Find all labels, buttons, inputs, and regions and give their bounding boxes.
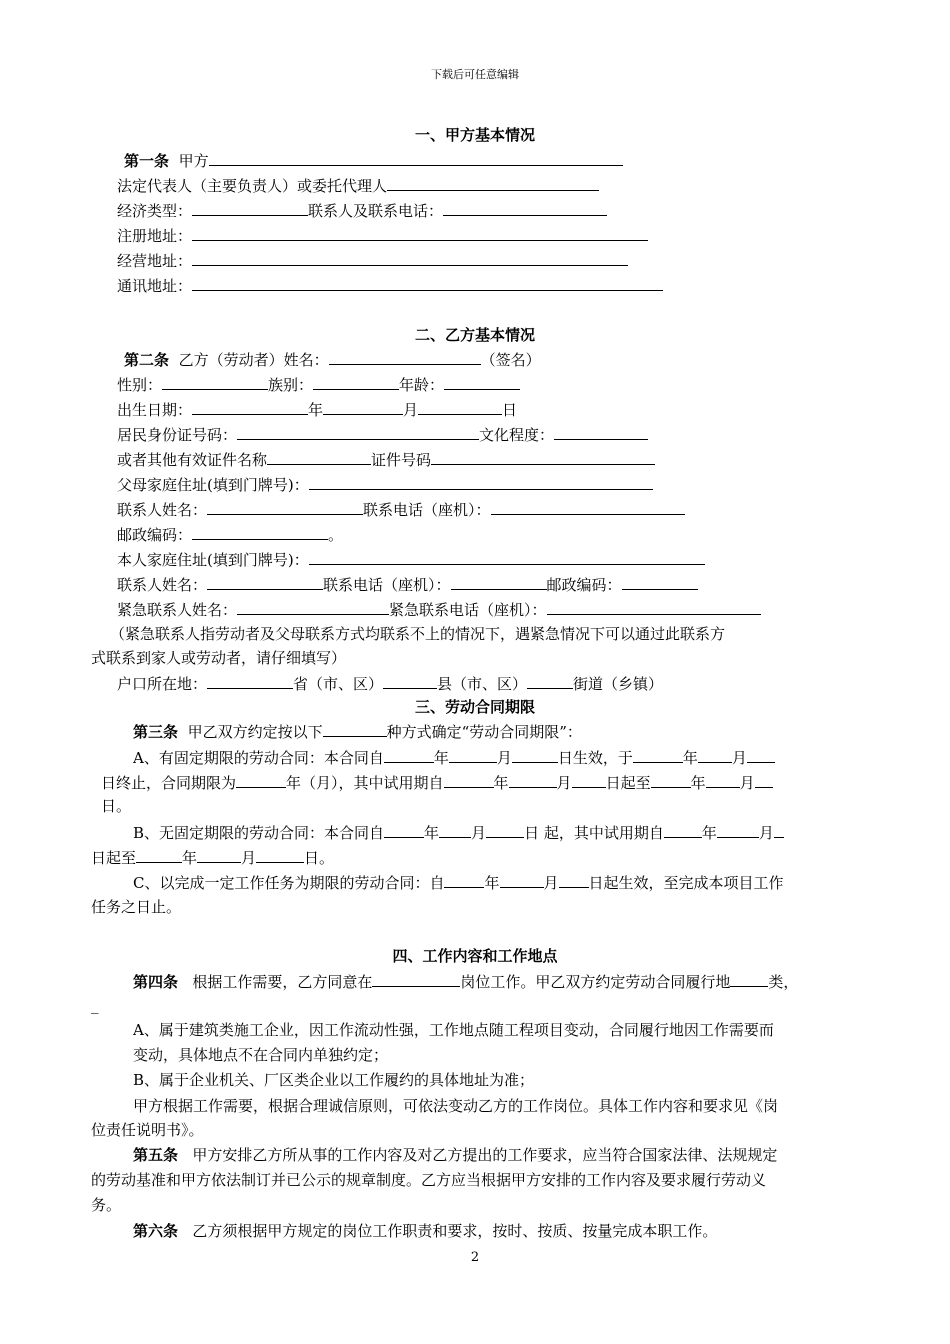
- month-unit: 月: [496, 749, 512, 767]
- article5-line-2: 的劳动基准和甲方依法制订并已公示的规章制度。乙方应当根据甲方安排的工作内容及要求履行劳动义: [91, 1171, 767, 1189]
- fixed-term-line-3: 日。: [101, 797, 132, 815]
- article5-line-3: 务。: [91, 1196, 122, 1214]
- emerg-name-label: 紧急联系人姓名：: [117, 601, 238, 619]
- article4-label: 第四条: [133, 973, 179, 991]
- contact2-phone-blank[interactable]: [451, 574, 547, 590]
- rep-label: 法定代表人（主要负责人）或委托代理人: [117, 177, 388, 195]
- econ-label: 经济类型：: [117, 202, 193, 220]
- probation-label: 年（月），其中试用期自: [286, 774, 444, 792]
- article5-label: 第五条: [133, 1146, 179, 1164]
- biz-blank[interactable]: [192, 250, 628, 266]
- article4-text: 根据工作需要，乙方同意在: [192, 973, 373, 991]
- contact-blank[interactable]: [443, 200, 607, 216]
- probation-start-day-blank[interactable]: [572, 772, 606, 788]
- open-start-day-blank[interactable]: [486, 822, 524, 838]
- contact-line: [117, 499, 685, 520]
- party-a-label: 甲方: [178, 152, 209, 170]
- note-line-2: 式联系到家人或劳动者，请仔细填写）: [91, 649, 347, 667]
- home-addr-line: [117, 549, 705, 570]
- option-b-line: B、属于企业机关、厂区类企业以工作履约的具体地址为准；: [133, 1071, 535, 1089]
- edu-blank[interactable]: [554, 424, 648, 440]
- open-end-day-blank[interactable]: [256, 847, 304, 863]
- article6-text: 乙方须根据甲方规定的岗位工作职责和要求，按时、按质、按量完成本职工作。: [192, 1222, 718, 1240]
- task-term-label: C、以完成一定工作任务为期限的劳动合同：自: [133, 874, 445, 892]
- task-year-blank[interactable]: [444, 872, 484, 888]
- biz-label: 经营地址：: [117, 252, 193, 270]
- open-term-line-1: [133, 822, 784, 843]
- month-label: 月: [403, 401, 419, 419]
- note-line-1: （紧急联系人指劳动者及父母联系方式均联系不上的情况下，遇紧急情况下可以通过此联系方: [110, 625, 726, 643]
- fixed-start-year-blank[interactable]: [384, 747, 434, 763]
- year-label: 年: [308, 401, 324, 419]
- day-end-label: 日。: [304, 849, 335, 867]
- article4-cont: _: [91, 996, 99, 1014]
- article2-line: [124, 349, 541, 370]
- year-unit: 年: [701, 824, 717, 842]
- econ-line: [117, 200, 607, 221]
- mail-blank[interactable]: [192, 275, 663, 291]
- contact2-name-label: 联系人姓名：: [117, 576, 208, 594]
- contact-label: 联系人及联系电话：: [308, 202, 444, 220]
- open-start-year-blank[interactable]: [384, 822, 424, 838]
- method-blank[interactable]: [323, 721, 387, 737]
- position-change-line-1: 甲方根据工作需要，根据合理诚信原则，可依法变动乙方的工作岗位。具体工作内容和要求见《岗: [133, 1097, 779, 1115]
- year-unit: 年: [424, 824, 440, 842]
- reg-label: 注册地址：: [117, 227, 193, 245]
- fixed-term-line-2: [101, 772, 773, 793]
- certno-blank[interactable]: [431, 449, 655, 465]
- econ-blank[interactable]: [192, 200, 308, 216]
- from-label: 日起至: [91, 849, 137, 867]
- task-term-line-2: 任务之日止。: [91, 898, 182, 916]
- position-change-line-2: 位责任说明书》。: [91, 1121, 204, 1139]
- id-label: 居民身份证号码：: [117, 426, 238, 444]
- contact2-phone-label: 联系电话（座机）：: [323, 576, 451, 594]
- edu-label: 文化程度：: [479, 426, 555, 444]
- open-prob-day-blank[interactable]: [774, 822, 784, 838]
- article6-line: [133, 1221, 717, 1241]
- task-term-line-1: [133, 872, 784, 893]
- postcode2-label: 邮政编码：: [546, 576, 622, 594]
- open-end-year-blank[interactable]: [136, 847, 182, 863]
- article3-tail: 种方式确定“劳动合同期限”：: [386, 723, 582, 741]
- emerg-phone-label: 紧急联系电话（座机）：: [389, 601, 547, 619]
- mail-label: 通讯地址：: [117, 277, 193, 295]
- article4-line: [133, 971, 798, 992]
- fixed-start-month-blank[interactable]: [449, 747, 497, 763]
- ethnic-label: 族别：: [268, 376, 314, 394]
- hukou-label: 户口所在地：: [117, 675, 208, 693]
- probation-end-day-blank[interactable]: [755, 772, 773, 788]
- page-header: 下载后可任意编辑: [431, 68, 519, 81]
- otherid-blank[interactable]: [267, 449, 371, 465]
- name-label: 乙方（劳动者）姓名：: [178, 351, 329, 369]
- contact-name-blank[interactable]: [207, 499, 363, 515]
- open-probation-label: 日 起，其中试用期自: [524, 824, 664, 842]
- postcode-blank[interactable]: [192, 524, 328, 540]
- day-label: 日: [502, 401, 518, 419]
- fixed-start-day-blank[interactable]: [512, 747, 558, 763]
- article5-line-1: [133, 1145, 777, 1165]
- article1-label: 第一条: [124, 152, 170, 170]
- end-label: 日终止，合同期限为: [101, 774, 237, 792]
- place-type-blank[interactable]: [730, 971, 768, 987]
- year-unit: 年: [493, 774, 509, 792]
- contact2-name-blank[interactable]: [207, 574, 323, 590]
- section4-heading: 四、工作内容和工作地点: [392, 947, 558, 965]
- open-term-line-2: [91, 847, 334, 868]
- month-unit: 月: [471, 824, 487, 842]
- rep-blank[interactable]: [387, 175, 599, 191]
- id-line: [117, 424, 648, 445]
- reg-blank[interactable]: [192, 225, 648, 241]
- emerg-name-blank[interactable]: [237, 599, 389, 615]
- postcode2-blank[interactable]: [622, 574, 698, 590]
- position-blank[interactable]: [372, 971, 460, 987]
- from-label: 日起至: [605, 774, 651, 792]
- fixed-term-line-1: [133, 747, 775, 768]
- section1-heading: 一、甲方基本情况: [414, 126, 535, 144]
- open-start-month-blank[interactable]: [439, 822, 471, 838]
- fixed-end-year-blank[interactable]: [633, 747, 683, 763]
- birth-month-blank[interactable]: [323, 399, 403, 415]
- month-unit: 月: [731, 749, 747, 767]
- parents-addr-label: 父母家庭住址(填到门牌号)：: [117, 476, 309, 494]
- fixed-end-day-blank[interactable]: [747, 747, 775, 763]
- home-addr-blank[interactable]: [309, 549, 705, 565]
- parents-addr-line: [117, 474, 653, 495]
- home-addr-label: 本人家庭住址(填到门牌号)：: [117, 551, 309, 569]
- section3-heading: 三、劳动合同期限: [414, 698, 535, 716]
- article4-tail: 类，: [768, 973, 799, 991]
- contact2-line: [117, 574, 698, 595]
- rep-line: [117, 175, 599, 196]
- probation-start-month-blank[interactable]: [509, 772, 557, 788]
- county-blank[interactable]: [383, 673, 437, 689]
- month-unit: 月: [543, 874, 559, 892]
- province-label: 省（市、区）: [293, 675, 384, 693]
- month-unit: 月: [556, 774, 572, 792]
- birth-year-blank[interactable]: [192, 399, 308, 415]
- county-label: 县（市、区）: [437, 675, 528, 693]
- id-blank[interactable]: [237, 424, 479, 440]
- gender-line: [117, 374, 520, 395]
- age-label: 年龄：: [399, 376, 445, 394]
- open-end-month-blank[interactable]: [197, 847, 241, 863]
- street-blank[interactable]: [527, 673, 573, 689]
- mail-line: [117, 275, 663, 296]
- gender-label: 性别：: [117, 376, 163, 394]
- emerg-phone-blank[interactable]: [547, 599, 761, 615]
- fixed-term-label: A、有固定期限的劳动合同：本合同自: [133, 749, 384, 767]
- task-effective-label: 日起生效，至完成本项目工作: [588, 874, 784, 892]
- article6-label: 第六条: [133, 1222, 179, 1240]
- year-unit: 年: [690, 774, 706, 792]
- emergency-line: [117, 599, 761, 620]
- article3-text: 甲乙双方约定按以下: [187, 723, 323, 741]
- hukou-line: [117, 673, 663, 694]
- term-length-blank[interactable]: [236, 772, 286, 788]
- page-number: 2: [470, 1250, 480, 1265]
- province-blank[interactable]: [207, 673, 293, 689]
- task-month-blank[interactable]: [500, 872, 544, 888]
- biz-line: [117, 250, 628, 271]
- year-unit: 年: [682, 749, 698, 767]
- fixed-end-month-blank[interactable]: [698, 747, 732, 763]
- otherid-label: 或者其他有效证件名称: [117, 451, 268, 469]
- section2-heading: 二、乙方基本情况: [414, 326, 535, 344]
- name-blank[interactable]: [329, 349, 481, 365]
- ethnic-blank[interactable]: [313, 374, 399, 390]
- parents-addr-blank[interactable]: [309, 474, 653, 490]
- year-unit: 年: [182, 849, 198, 867]
- month-unit: 月: [739, 774, 755, 792]
- article3-label: 第三条: [133, 723, 179, 741]
- contact-phone-blank[interactable]: [491, 499, 685, 515]
- open-prob-month-blank[interactable]: [717, 822, 759, 838]
- birth-label: 出生日期：: [117, 401, 193, 419]
- period: 。: [328, 526, 344, 544]
- month-unit: 月: [758, 824, 774, 842]
- year-unit: 年: [433, 749, 449, 767]
- age-blank[interactable]: [444, 374, 520, 390]
- article2-label: 第二条: [124, 351, 170, 369]
- probation-start-year-blank[interactable]: [444, 772, 494, 788]
- option-a-line-1: A、属于建筑类施工企业，因工作流动性强，工作地点随工程项目变动，合同履行地因工作需要而: [133, 1021, 774, 1039]
- street-label: 街道（乡镇）: [573, 675, 664, 693]
- otherid-line: [117, 449, 655, 470]
- postcode-line: [117, 524, 343, 545]
- party-a-blank[interactable]: [209, 150, 623, 166]
- contact-name-label: 联系人姓名：: [117, 501, 208, 519]
- sign-label: （签名）: [480, 351, 541, 369]
- birth-day-blank[interactable]: [418, 399, 502, 415]
- article4-mid: 岗位工作。甲乙双方约定劳动合同履行地: [460, 973, 731, 991]
- article5-text: 甲方安排乙方所从事的工作内容及对乙方提出的工作要求，应当符合国家法律、法规规定: [192, 1146, 778, 1164]
- open-prob-year-blank[interactable]: [664, 822, 702, 838]
- article3-line: [133, 721, 582, 742]
- gender-blank[interactable]: [162, 374, 268, 390]
- task-day-blank[interactable]: [559, 872, 589, 888]
- reg-line: [117, 225, 648, 246]
- contact-phone-label: 联系电话（座机）：: [363, 501, 491, 519]
- option-a-line-2: 变动，具体地点不在合同内单独约定；: [133, 1046, 389, 1064]
- probation-end-year-blank[interactable]: [651, 772, 691, 788]
- birth-line: [117, 399, 517, 420]
- probation-end-month-blank[interactable]: [706, 772, 740, 788]
- effective-label: 日生效，于: [557, 749, 633, 767]
- article1-line: [124, 150, 623, 171]
- open-term-label: B、无固定期限的劳动合同：本合同自: [133, 824, 385, 842]
- postcode-label: 邮政编码：: [117, 526, 193, 544]
- month-unit: 月: [241, 849, 257, 867]
- year-unit: 年: [484, 874, 500, 892]
- certno-label: 证件号码: [371, 451, 432, 469]
